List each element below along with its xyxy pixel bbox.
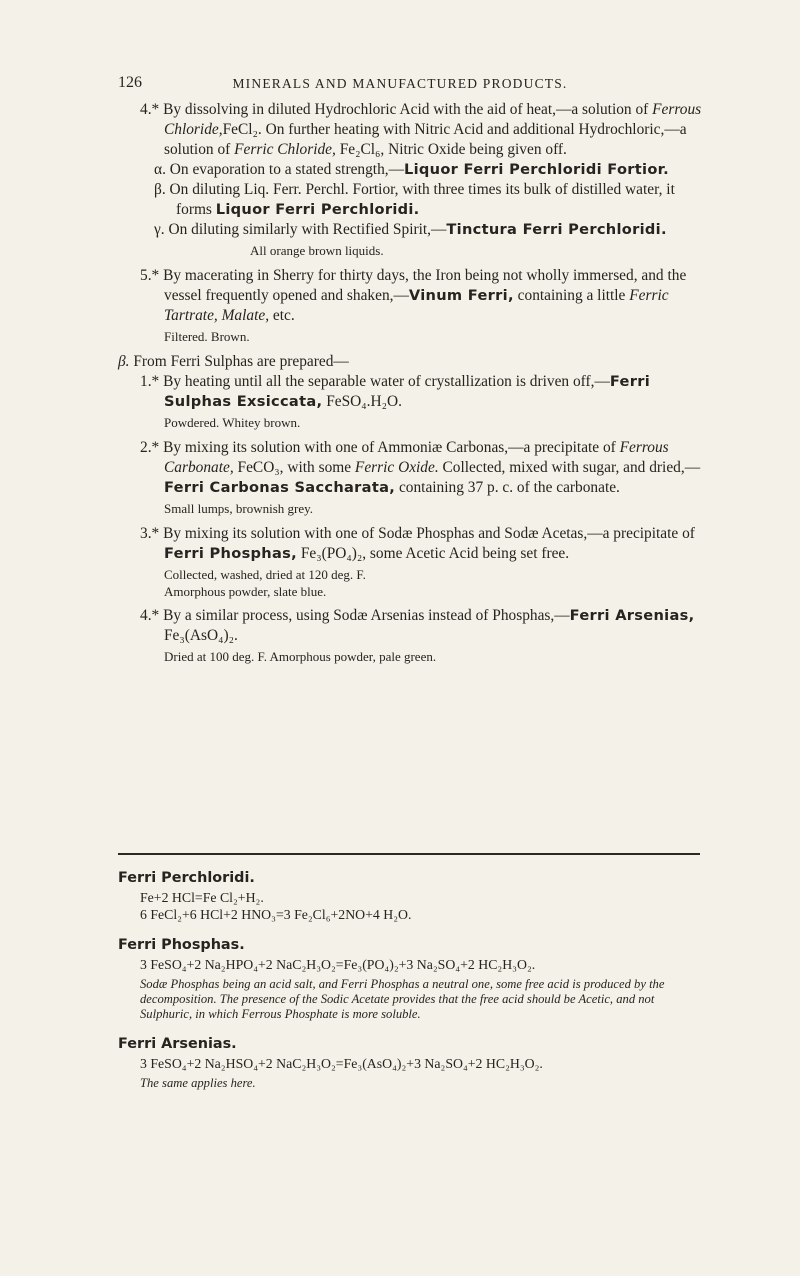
text: By mixing its solution with one of Ammoniæ Carbonas,—a precipitate of xyxy=(163,439,620,456)
text: By dissolving in diluted Hydrochloric Acid with the aid of heat,—a solution of xyxy=(163,101,653,118)
equation-explanation: Sodæ Phosphas being an acid salt, and Ferri Phosphas a neutral one, some free acid is produced by the decomposition. The presence of the Sodic Acetate provides that the free acid should be Acetic, and not Sulphuric, in which Ferrous Phosphate is more soluble. xyxy=(140,977,665,1021)
paragraph-5 xyxy=(118,266,702,326)
note xyxy=(164,583,702,600)
paragraph-b3 xyxy=(118,524,702,564)
preparation-name: Ferri Phosphas, xyxy=(164,545,297,562)
text: On diluting Liq. Ferr. Perchl. Fortior, with three times its bulk of distilled water, it forms xyxy=(169,181,675,218)
page-header xyxy=(0,74,800,96)
text: Fe₃(PO₄)₂, some Acetic Acid being set free. xyxy=(296,545,570,562)
item-number: 4.* xyxy=(140,101,160,118)
text: By mixing its solution with one of Sodæ Phosphas and Sodæ Acetas,—a precipitate of xyxy=(163,525,695,542)
note-line: Collected, washed, dried at 120 deg. F. xyxy=(164,567,366,582)
item-number: 1.* xyxy=(140,373,160,390)
equation-line: Fe+2 HCl=Fe Cl₂+H₂. xyxy=(140,890,264,905)
italic-term: Ferric Tartrate, Malate, xyxy=(164,287,669,324)
equation-heading: Ferri Phosphas. xyxy=(118,937,245,953)
note: Dried at 100 deg. F. Amorphous powder, pale green. xyxy=(164,649,437,664)
sub-alpha xyxy=(118,160,702,180)
note-line: Amorphous powder, slate blue. xyxy=(164,584,327,599)
running-title: MINERALS AND MANUFACTURED PRODUCTS. xyxy=(232,76,568,91)
equation-block xyxy=(118,937,702,1022)
paragraph-b2 xyxy=(118,438,702,498)
formula: Fe₃(AsO₄)₂. xyxy=(164,627,238,644)
note: All orange brown liquids. xyxy=(250,243,384,258)
equations-section xyxy=(118,870,702,1105)
sub-label: α. xyxy=(154,161,166,178)
formula: FeSO₄.H₂O. xyxy=(322,393,402,410)
paragraph-4 xyxy=(118,100,702,160)
italic-term: Ferric Oxide. xyxy=(354,459,439,476)
text: Fe₂Cl₆, Nitric Oxide being given off. xyxy=(335,141,567,158)
preparation-name: Liquor Ferri Perchloridi Fortior. xyxy=(404,161,669,178)
text: FeCO₃, with some xyxy=(233,459,355,476)
text: From Ferri Sulphas are prepared— xyxy=(133,353,349,370)
text: By macerating in Sherry for thirty days, the Iron being not wholly immersed, and the vessel frequently opened and shaken,— xyxy=(163,267,687,304)
page-number: 126 xyxy=(118,74,142,91)
item-number: 3.* xyxy=(140,525,160,542)
text: etc. xyxy=(269,307,295,324)
preparation-name: Liquor Ferri Perchloridi. xyxy=(215,201,420,218)
preparation-name: Ferri Carbonas Saccharata, xyxy=(164,479,396,496)
italic-term: Ferrous Carbonate, xyxy=(164,439,669,476)
equation-heading: Ferri Perchloridi. xyxy=(118,870,255,886)
item-number: 4.* xyxy=(140,607,160,624)
note: Powdered. Whitey brown. xyxy=(164,415,301,430)
sub-beta xyxy=(118,180,702,220)
divider-rule xyxy=(118,853,700,855)
note: Small lumps, brownish grey. xyxy=(164,501,314,516)
paragraph-b1 xyxy=(118,372,702,412)
text: Collected, mixed with sugar, and dried,— xyxy=(438,459,701,476)
equation-heading: Ferri Arsenias. xyxy=(118,1036,237,1052)
italic-term: Ferric Chloride, xyxy=(234,141,336,158)
formula: FeCl₂ xyxy=(222,121,258,138)
text: containing a little xyxy=(513,287,630,304)
equation-line: 3 FeSO₄+2 Na₂HSO₄+2 NaC₂H₃O₂=Fe₃(AsO₄)₂+3 Na₂SO₄+2 HC₂H₃O₂. xyxy=(140,1056,543,1071)
section-beta-heading xyxy=(118,352,702,372)
item-number: 2.* xyxy=(140,439,160,456)
sub-gamma xyxy=(118,220,702,240)
note xyxy=(164,566,702,583)
section-label: β. xyxy=(118,353,130,370)
equation-block xyxy=(118,870,702,923)
sub-label: β. xyxy=(154,181,166,198)
sub-label: γ. xyxy=(154,221,165,238)
preparation-name: Vinum Ferri, xyxy=(408,287,514,304)
italic-term: Ferrous Chloride, xyxy=(164,101,702,138)
main-text xyxy=(118,100,702,672)
preparation-name: Ferri Arsenias, xyxy=(569,607,695,624)
text: On evaporation to a stated strength,— xyxy=(169,161,404,178)
item-number: 5.* xyxy=(140,267,160,284)
text: On diluting similarly with Rectified Spirit,— xyxy=(168,221,447,238)
equation-line: 6 FeCl₂+6 HCl+2 HNO₃=3 Fe₂Cl₆+2NO+4 H₂O. xyxy=(140,907,412,922)
equation-block xyxy=(118,1036,702,1091)
text: containing 37 p. c. of the carbonate. xyxy=(395,479,620,496)
equation-line: 3 FeSO₄+2 Na₂HPO₄+2 NaC₂H₃O₂=Fe₃(PO₄)₂+3 Na₂SO₄+2 HC₂H₃O₂. xyxy=(140,957,536,972)
text: By a similar process, using Sodæ Arsenias instead of Phosphas,— xyxy=(163,607,570,624)
note: Filtered. Brown. xyxy=(164,329,250,344)
paragraph-b4 xyxy=(118,606,702,646)
preparation-name: Ferri Sulphas Exsiccata, xyxy=(164,373,651,410)
text: . On further heating with Nitric Acid and additional Hydrochloric,—a solution of xyxy=(164,121,687,158)
text: By heating until all the separable water of crystallization is driven off,— xyxy=(163,373,610,390)
equation-explanation: The same applies here. xyxy=(140,1076,256,1090)
preparation-name: Tinctura Ferri Perchloridi. xyxy=(446,221,667,238)
